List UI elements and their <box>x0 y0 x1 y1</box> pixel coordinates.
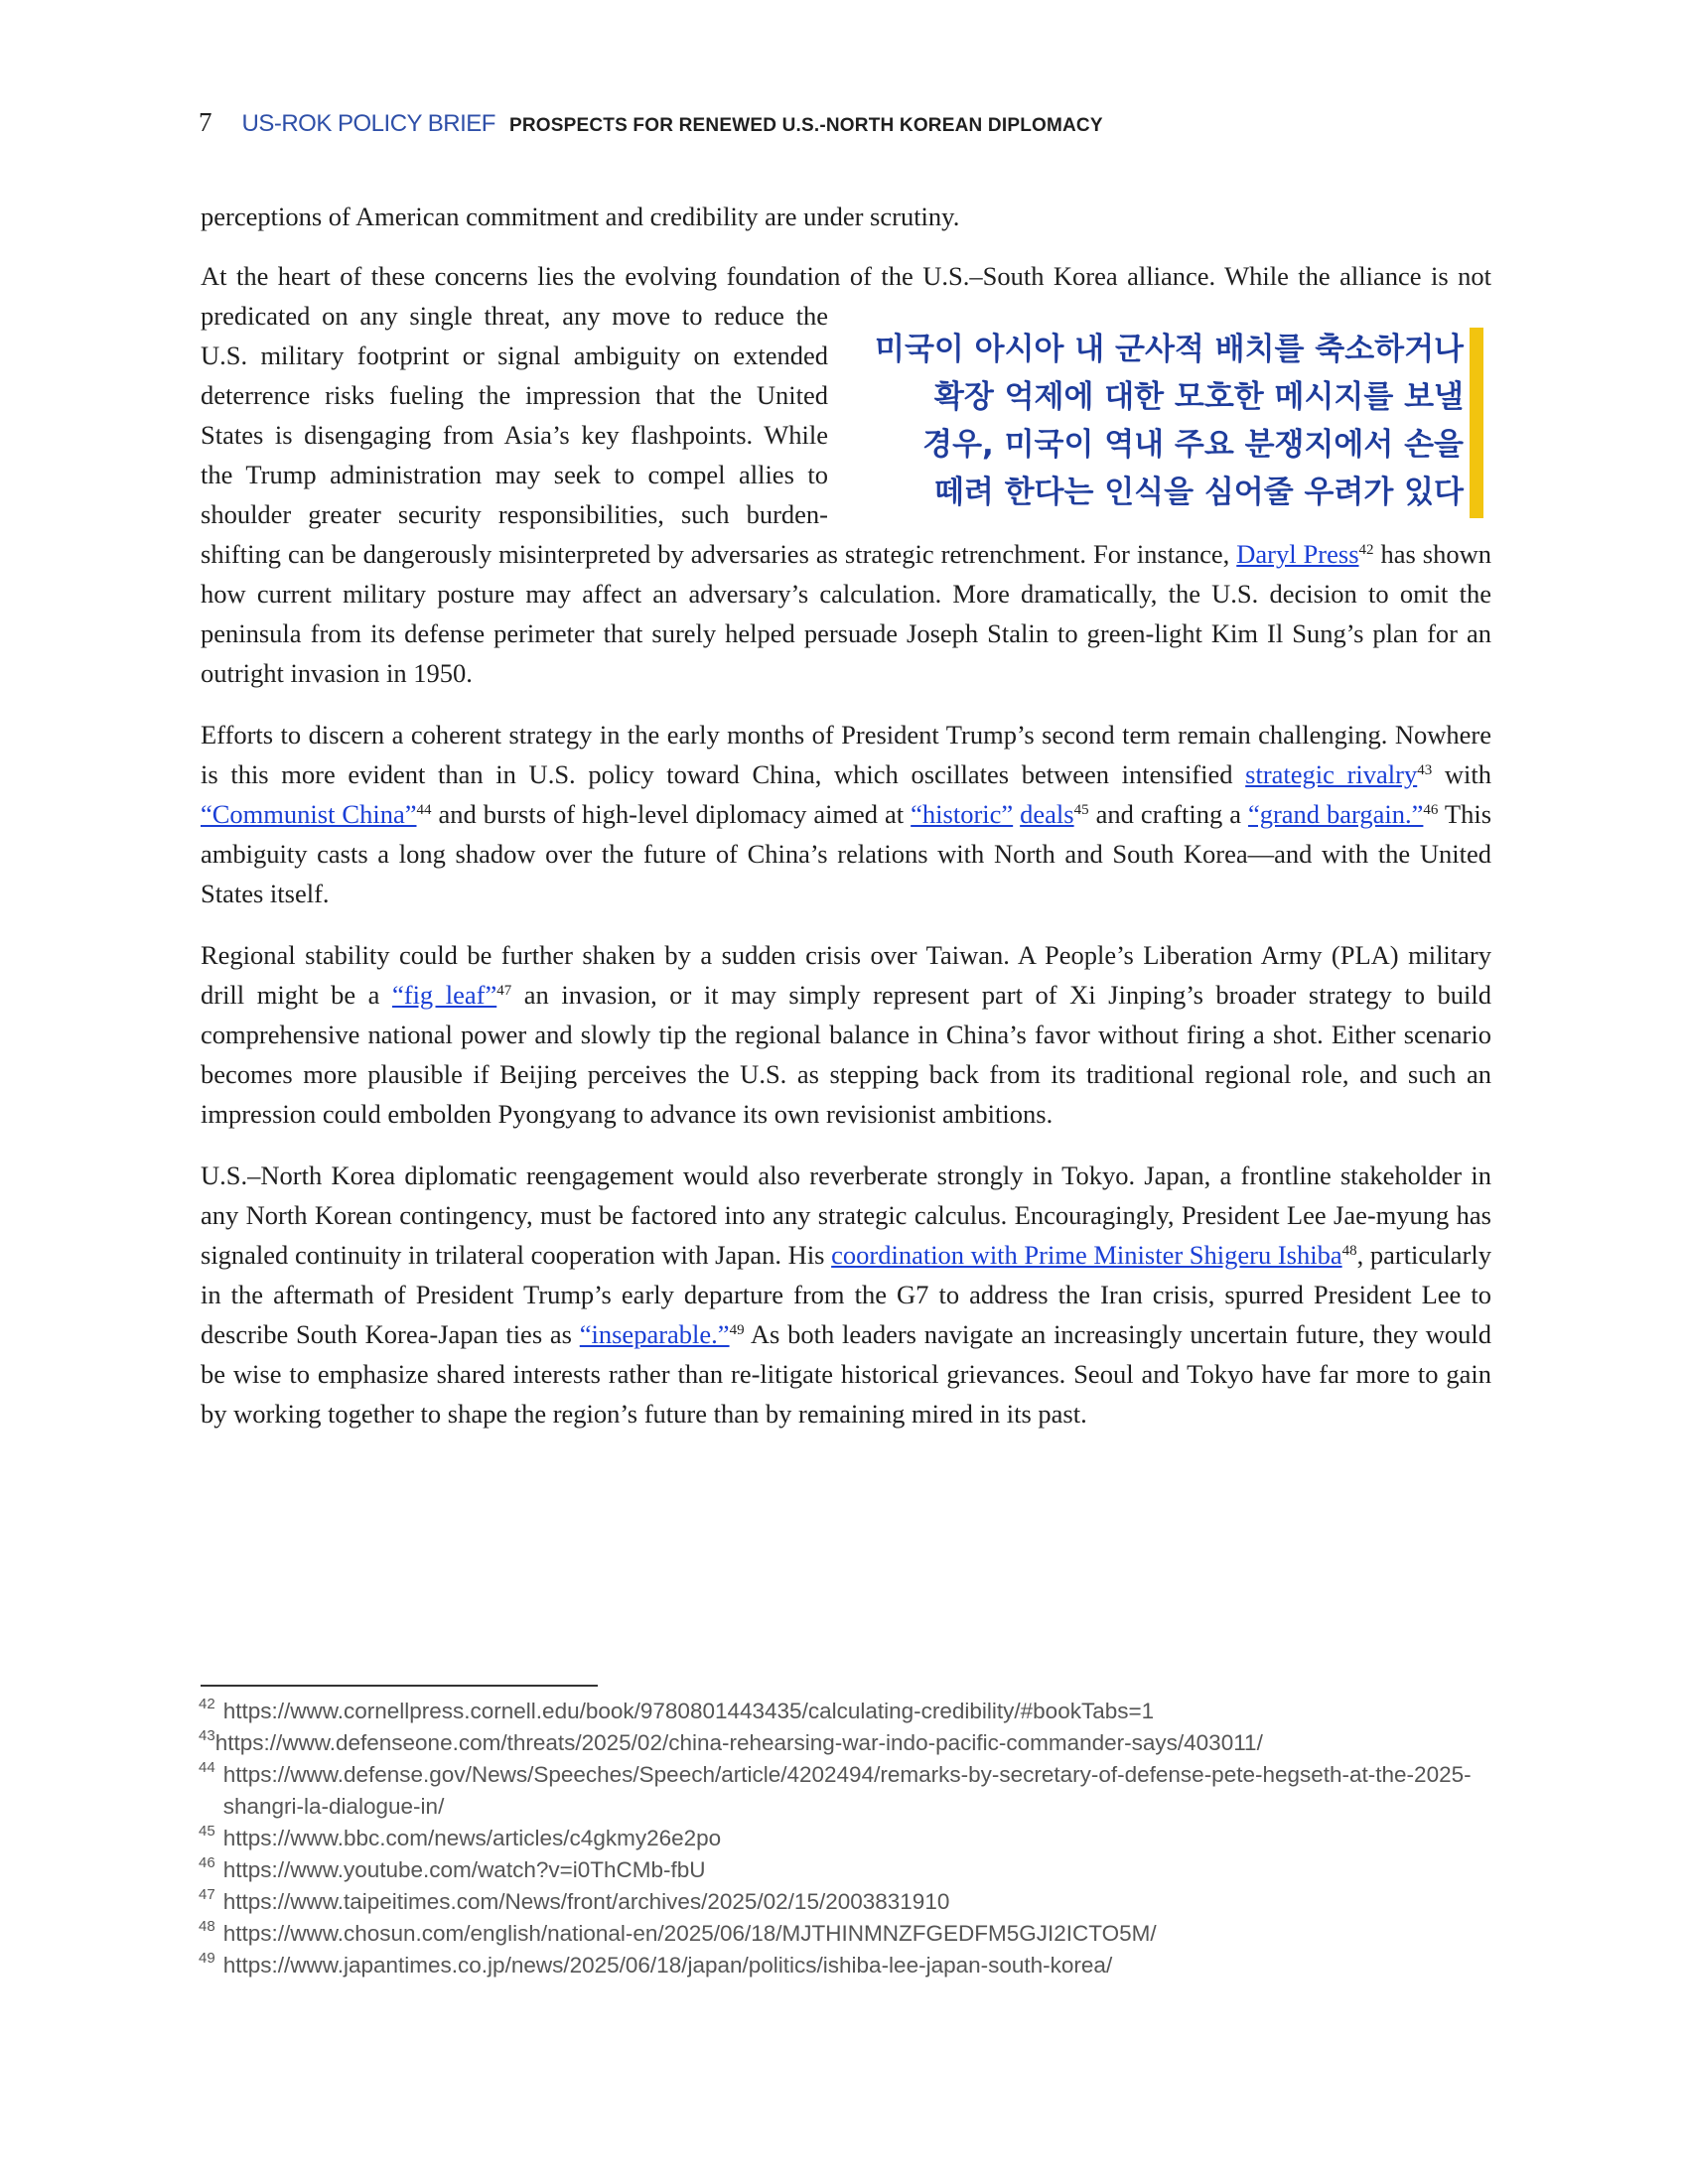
footnote-divider <box>201 1685 598 1687</box>
footnote-item <box>199 1696 1489 1727</box>
footnote-item <box>199 1727 1489 1759</box>
paragraph-1: perceptions of American commitment and credibility are under scrutiny. <box>201 202 960 231</box>
paragraph-5-text: U.S.–North Korea diplomatic reengagement would also reverberate strongly in Tokyo. Japan, a frontline stakeholder in any North Korean contingency, must be factored into any strategic calculus. Encouragingly, President Lee Jae-myung has signaled continuity in trilateral cooperation with Japan. His <box>201 1160 1491 1270</box>
footnote-url[interactable]: https://www.japantimes.co.jp/news/2025/06/18/japan/politics/ishiba-lee-japan-south-korea/ <box>222 1953 1113 1978</box>
footnote-url[interactable]: https://www.bbc.com/news/articles/c4gkmy26e2po <box>222 1826 722 1850</box>
paragraph-4-text: an invasion, or it may simply represent part of Xi Jinping’s broader strategy to build comprehensive national power and slowly tip the regional balance in China’s favor without firing a shot. Either scenario becomes more plausible if Beijing perceives the U.S. as stepping back from its traditional regional role, and such an impression could embolden Pyongyang to advance its own revisionist ambitions. <box>201 980 1491 1129</box>
footnote-url[interactable]: https://www.chosun.com/english/national-en/2025/06/18/MJTHINMNZFGEDFM5GJI2ICTO5M/ <box>222 1921 1157 1946</box>
footnote-ref[interactable]: 49 <box>729 1322 745 1338</box>
pull-quote-line: 확장 억제에 대한 모호한 메시지를 보낼 <box>933 379 1464 415</box>
paragraph-5 <box>201 1156 1491 1433</box>
footnote-item <box>199 1950 1489 1981</box>
link-grand-bargain[interactable]: “grand bargain.” <box>1247 799 1424 829</box>
footnote-url[interactable]: https://www.taipeitimes.com/News/front/archives/2025/02/15/2003831910 <box>222 1889 950 1914</box>
paragraph-5-text: As both leaders navigate an increasingly uncertain future, they would be wise to emphasize shared interests rather than re-litigate historical grievances. Seoul and Tokyo have far more to gain by working together to shape the region’s future than by remaining mired in its past. <box>201 1319 1491 1429</box>
pull-quote-line: 경우, 미국이 역내 주요 분쟁지에서 손을 <box>922 427 1464 463</box>
footnote-number: 48 <box>199 1918 215 1935</box>
page-header <box>199 107 1489 143</box>
page-number: 7 <box>199 107 212 137</box>
paragraph-2-lead: At the heart of these concerns lies the evolving foundation of the U.S.–South Korea alliance. While the <box>201 261 1331 291</box>
pull-quote-accent-bar <box>1470 328 1483 518</box>
paragraph-5-text: , particularly in the aftermath of President Trump’s early departure from the G7 to address the Iran crisis, spurred President Lee to describe South Korea-Japan ties as <box>201 1240 1491 1349</box>
footnote-url[interactable]: https://www.youtube.com/watch?v=i0ThCMb-fbU <box>222 1857 706 1882</box>
footnote-ref[interactable]: 44 <box>416 802 432 818</box>
footnote-ref[interactable]: 46 <box>1423 802 1439 818</box>
link-daryl-press[interactable]: Daryl Press <box>1236 539 1359 569</box>
footnote-number: 47 <box>199 1886 215 1903</box>
brand-title: US-ROK POLICY BRIEF <box>241 110 495 137</box>
link-strategic-rivalry[interactable]: strategic rivalry <box>1245 759 1418 789</box>
footnote-item <box>199 1854 1489 1886</box>
footnote-ref[interactable]: 47 <box>496 983 512 999</box>
pull-quote-text <box>848 326 1464 516</box>
paragraph-3-text: with <box>1432 759 1491 789</box>
footnote-url[interactable]: https://www.defenseone.com/threats/2025/02/china-rehearsing-war-indo-pacific-commander-says/403011/ <box>214 1730 1263 1755</box>
paragraph-2-text: has shown how current military posture may affect an adversary’s calculation. More dramatically, the U.S. decision to omit the peninsula from its defense perimeter that surely helped persuade Joseph Stalin to green-light Kim Il Sung’s plan for an outright invasion in 1950. <box>201 539 1491 688</box>
pull-quote <box>856 310 1491 510</box>
link-communist-china[interactable]: “Communist China” <box>201 799 417 829</box>
paragraph-3-text: and bursts of high-level diplomacy aimed at <box>431 799 912 829</box>
paragraph-3-text: and crafting a <box>1088 799 1248 829</box>
paragraph-2-block <box>201 256 1491 693</box>
footnote-item <box>199 1918 1489 1950</box>
body-text <box>201 197 1491 1455</box>
footnote-number: 44 <box>199 1759 215 1776</box>
paragraph-2 <box>201 256 1491 693</box>
series-title: PROSPECTS FOR RENEWED U.S.-NORTH KOREAN DIPLOMACY <box>508 115 1103 136</box>
paragraph-3 <box>201 715 1491 913</box>
paragraph-2-text: alliance is not predicated on any single threat, any move to reduce the U.S. military footprint or signal ambiguity on extended deterrence risks fueling the impression that the United States is disengaging from Asia’s key flashpoints. While the Trump administration may seek to compel allies to shoulder greater security responsibilities, such burden-shifting can be dangerously misinterpreted by adversaries as strategic retrenchment. For instance, <box>201 261 1491 569</box>
footnote-number: 43 <box>199 1727 215 1744</box>
footnote-url[interactable]: https://www.cornellpress.cornell.edu/book/9780801443435/calculating-credibility/#bookTabs=1 <box>222 1699 1155 1723</box>
paragraph-4-text: Regional stability could be further shaken by a sudden crisis over Taiwan. A People’s Liberation Army (PLA) military drill might be a <box>201 940 1491 1010</box>
footnote-number: 46 <box>199 1854 215 1871</box>
link-deals[interactable]: deals <box>1020 799 1074 829</box>
pull-quote-line: 미국이 아시아 내 군사적 배치를 축소하거나 <box>875 332 1464 367</box>
pull-quote-line: 떼려 한다는 인식을 심어줄 우려가 있다 <box>933 475 1464 510</box>
footnotes <box>199 1696 1489 1981</box>
paragraph-3-text: This ambiguity casts a long shadow over the future of China’s relations with North and South Korea—and with the United States itself. <box>201 799 1492 908</box>
footnote-number: 45 <box>199 1823 215 1840</box>
footnote-ref[interactable]: 43 <box>1417 762 1433 778</box>
footnote-number: 42 <box>199 1696 215 1712</box>
footnote-ref[interactable]: 45 <box>1073 802 1089 818</box>
footnote-ref[interactable]: 48 <box>1341 1243 1357 1259</box>
footnote-item <box>199 1823 1489 1854</box>
footnote-url[interactable]: https://www.defense.gov/News/Speeches/Speech/article/4202494/remarks-by-secretary-of-defense-pete-hegseth-at-the-2025-shangri-la-dialogue-in/ <box>222 1762 1472 1819</box>
link-inseparable[interactable]: “inseparable.” <box>579 1319 730 1349</box>
footnote-item <box>199 1759 1489 1823</box>
paragraph-3-text: Efforts to discern a coherent strategy in the early months of President Trump’s second term remain challenging. Nowhere is this more evident than in U.S. policy toward China, which oscillates between intensified <box>201 720 1491 789</box>
footnote-ref[interactable]: 42 <box>1358 542 1374 558</box>
footnote-item <box>199 1886 1489 1918</box>
link-historic[interactable]: “historic” <box>911 799 1014 829</box>
link-coordination-ishiba[interactable]: coordination with Prime Minister Shigeru Ishiba <box>831 1240 1342 1270</box>
paragraph-4 <box>201 935 1491 1134</box>
link-fig-leaf[interactable]: “fig leaf” <box>391 980 497 1010</box>
footnote-number: 49 <box>199 1950 215 1967</box>
